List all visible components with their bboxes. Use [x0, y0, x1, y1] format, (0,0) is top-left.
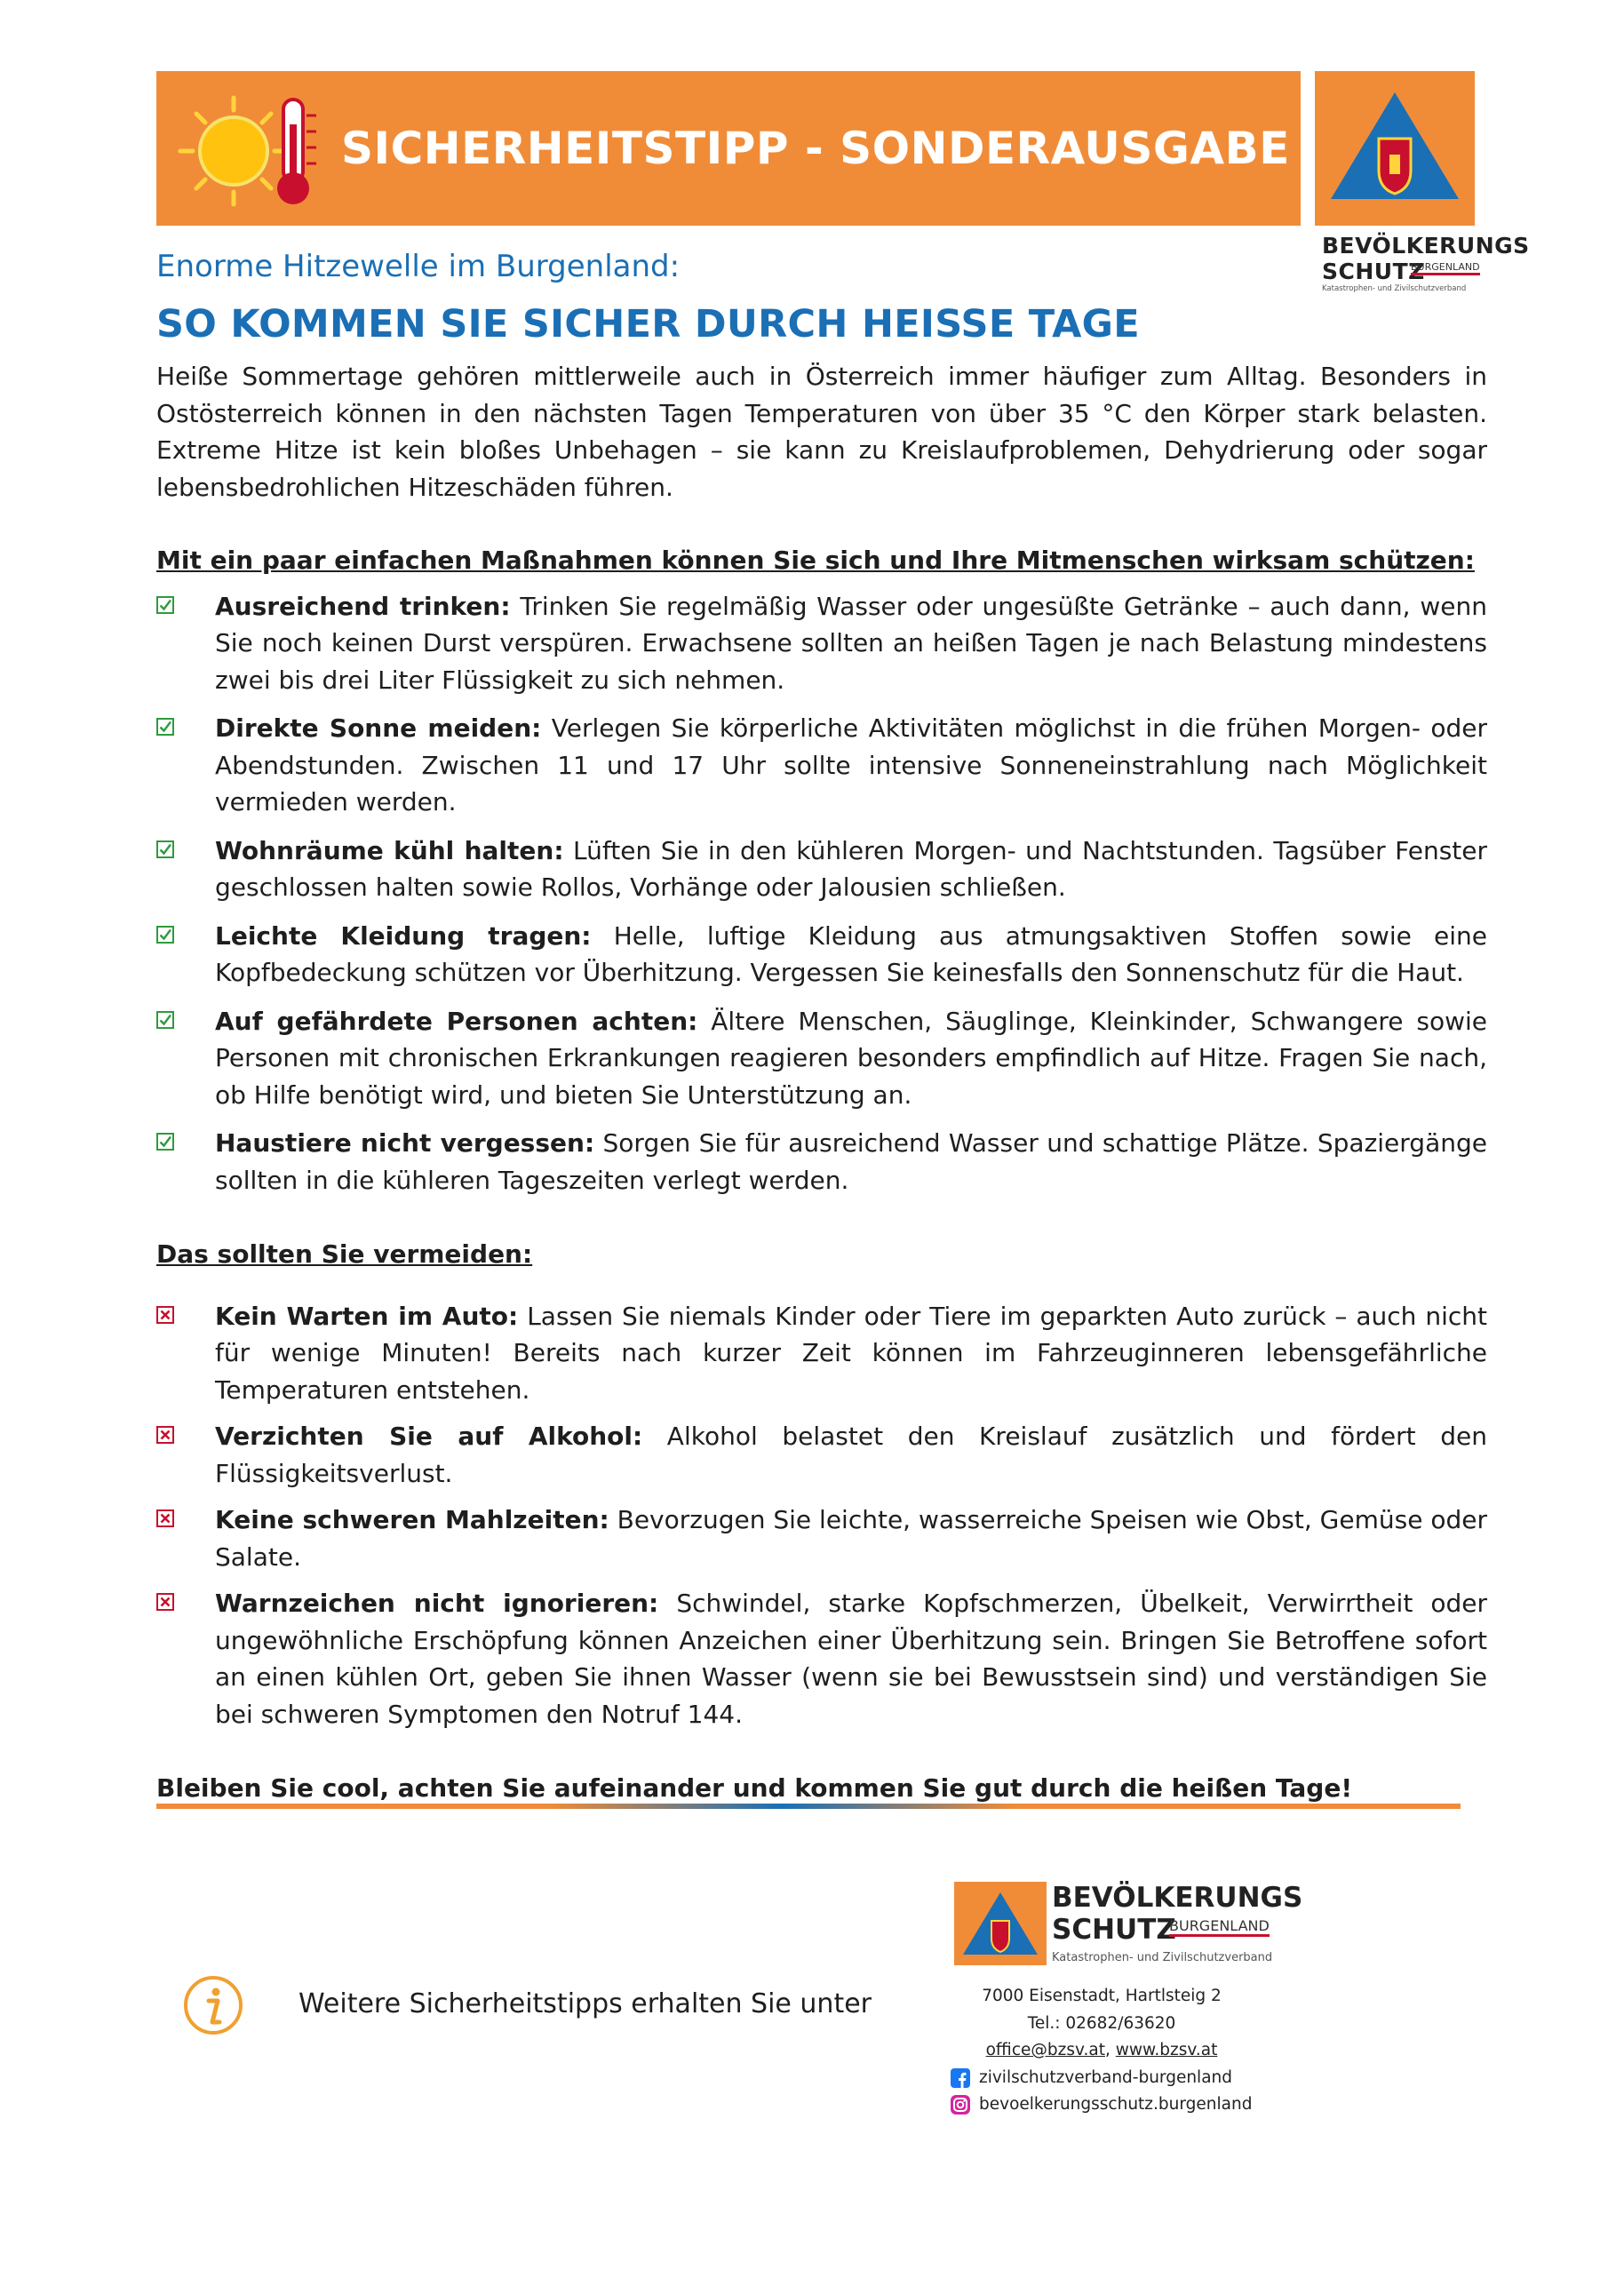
red-cross-icon	[156, 1509, 174, 1527]
header-banner	[156, 71, 1301, 226]
item-text: Schwindel, starke Kopfschmerzen, Übelkeit, Verwirrtheit oder ungewöhnliche Erschöpfung können Anzeichen einer Überhitzung sein. Bringen Sie Betroffene sofort an einen kühlen Ort, geben Sie ihnen Wasser (wenn sie bei Bewusstsein sind) und verständigen Sie bei schweren Symptomen den Notruf 144.	[215, 1589, 1487, 1729]
phone: Tel.: 02682/63620	[1027, 2013, 1176, 2033]
logo-tagline: Katastrophen- und Zivilschutzverband	[1322, 284, 1467, 293]
item-text: Ältere Menschen, Säuglinge, Kleinkinder, Schwangere sowie Personen mit chronischen Erkrankungen reagieren besonders empfindlich auf Hitze. Fragen Sie nach, ob Hilfe benötigt wird, und bieten Sie Unterstützung an.	[215, 1006, 1487, 1110]
item-text: Helle, luftige Kleidung aus atmungsaktiven Stoffen sowie eine Kopfbedeckung schützen vor Überhitzung. Vergessen Sie keinesfalls den Sonnenschutz für die Haut.	[215, 920, 1487, 987]
logo-word-2: SCHUTZ	[1322, 259, 1425, 284]
donts-item	[156, 1298, 1487, 1409]
green-check-icon	[156, 840, 174, 858]
item-title: Auf gefährdete Personen achten:	[215, 1006, 698, 1036]
contact-block	[951, 1983, 1253, 2119]
item-title: Direkte Sonne meiden:	[215, 713, 542, 743]
dos-item	[156, 588, 1487, 699]
logo-region: BURGENLAND	[1411, 261, 1480, 275]
item-title: Ausreichend trinken:	[215, 591, 511, 621]
dos-heading: Mit ein paar einfachen Maßnahmen können Sie sich und Ihre Mitmenschen wirksam schützen:	[156, 546, 1475, 575]
footer-logo-word-2: SCHUTZ	[1052, 1914, 1176, 1946]
dos-item	[156, 1125, 1487, 1199]
footer-divider	[156, 1804, 1461, 1809]
item-text: Sorgen Sie für ausreichend Wasser und schattige Plätze. Spaziergänge sollten in die kühleren Tageszeiten verlegt werden.	[215, 1128, 1487, 1195]
organization-logo	[1315, 71, 1530, 295]
item-title: Warnzeichen nicht ignorieren:	[215, 1589, 659, 1618]
green-check-icon	[156, 718, 174, 736]
dos-item	[156, 918, 1487, 992]
red-cross-icon	[156, 1593, 174, 1611]
email-link[interactable]: office@bzsv.at	[985, 2041, 1105, 2059]
dos-list	[156, 588, 1487, 1199]
item-title: Leichte Kleidung tragen:	[215, 920, 592, 951]
footer-info-text: Weitere Sicherheitstipps erhalten Sie unter	[299, 1988, 872, 2019]
item-title: Haustiere nicht vergessen:	[215, 1128, 595, 1158]
logo-word-1: BEVÖLKERUNGS	[1322, 233, 1530, 259]
address: 7000 Eisenstadt, Hartlsteig 2	[982, 1987, 1222, 2005]
item-text: Trinken Sie regelmäßig Wasser oder ungesüßte Getränke – auch dann, wenn Sie noch keinen Durst verspüren. Erwachsene sollten an heißen Tagen je nach Belastung mindestens zwei bis drei Liter Flüssigkeit zu sich nehmen.	[215, 591, 1487, 695]
red-cross-icon	[156, 1426, 174, 1444]
footer-logo	[954, 1882, 1303, 1979]
contact-separator: ,	[1104, 2041, 1116, 2059]
website-link[interactable]: www.bzsv.at	[1115, 2041, 1218, 2059]
item-title: Kein Warten im Auto:	[215, 1301, 519, 1331]
green-check-icon	[156, 596, 174, 614]
item-title: Verzichten Sie auf Alkohol:	[215, 1422, 643, 1451]
item-text: Bevorzugen Sie leichte, wasserreiche Speisen wie Obst, Gemüse oder Salate.	[215, 1505, 1487, 1572]
green-check-icon	[156, 1133, 174, 1151]
footer-logo-word-1: BEVÖLKERUNGS	[1052, 1882, 1303, 1914]
facebook-handle: zivilschutzverband-burgenland	[979, 2067, 1233, 2087]
item-text: Lassen Sie niemals Kinder oder Tiere im geparkten Auto zurück – auch nicht für wenige Minuten! Bereits nach kurzer Zeit können im Fahrzeuginneren lebensgefährliche Temperaturen entstehen.	[215, 1301, 1487, 1405]
footer-logo-emblem	[954, 1882, 1047, 1965]
dos-item	[156, 710, 1487, 821]
item-title: Wohnräume kühl halten:	[215, 835, 564, 865]
instagram-icon	[951, 2095, 970, 2115]
banner-title: SICHERHEITSTIPP - SONDERAUSGABE	[341, 123, 1290, 174]
instagram-handle: bevoelkerungsschutz.burgenland	[979, 2095, 1253, 2114]
email-web-line	[951, 2037, 1253, 2065]
facebook-icon	[951, 2068, 970, 2088]
footer-logo-region: BURGENLAND	[1169, 1917, 1270, 1937]
closing-statement: Bleiben Sie cool, achten Sie aufeinander und kommen Sie gut durch die heißen Tage!	[156, 1773, 1353, 1803]
dos-item	[156, 1003, 1487, 1114]
dos-item	[156, 832, 1487, 906]
red-cross-icon	[156, 1306, 174, 1324]
item-text: Verlegen Sie körperliche Aktivitäten möglichst in die frühen Morgen- oder Abendstunden. Zwischen 11 und 17 Uhr sollte intensive Sonneneinstrahlung nach Möglichkeit vermieden werden.	[215, 713, 1488, 816]
civil-protection-triangle-icon	[1315, 71, 1475, 226]
info-icon	[182, 1974, 244, 2036]
civil-protection-triangle-icon	[954, 1882, 1047, 1965]
donts-item	[156, 1418, 1487, 1492]
sun-thermometer-icon	[167, 89, 336, 213]
donts-item	[156, 1501, 1487, 1575]
item-title: Keine schweren Mahlzeiten:	[215, 1505, 609, 1534]
donts-heading: Das sollten Sie vermeiden:	[156, 1239, 533, 1269]
logo-emblem	[1315, 71, 1475, 226]
headline: SO KOMMEN SIE SICHER DURCH HEISSE TAGE	[156, 302, 1140, 346]
donts-list	[156, 1298, 1487, 1733]
instagram-line[interactable]	[951, 2091, 1253, 2119]
item-text: Lüften Sie in den kühleren Morgen- und Nachtstunden. Tagsüber Fenster geschlossen halten sowie Rollos, Vorhänge oder Jalousien schließen.	[215, 835, 1487, 902]
subtitle: Enorme Hitzewelle im Burgenland:	[156, 249, 681, 284]
green-check-icon	[156, 1011, 174, 1029]
main-content	[156, 358, 1487, 1807]
intro-paragraph: Heiße Sommertage gehören mittlerweile auch in Österreich immer häufiger zum Alltag. Besonders in Ostösterreich können in den nächsten Tagen Temperaturen von über 35 °C den Körper stark belasten. Extreme Hitze ist kein bloßes Unbehagen – sie kann zu Kreislaufproblemen, Dehydrierung oder sogar lebensbedrohlichen Hitzeschäden führen.	[156, 362, 1487, 502]
green-check-icon	[156, 926, 174, 944]
donts-item	[156, 1585, 1487, 1732]
footer-logo-tagline: Katastrophen- und Zivilschutzverband	[1052, 1951, 1273, 1964]
item-text: Alkohol belastet den Kreislauf zusätzlich und fördert den Flüssigkeitsverlust.	[215, 1422, 1487, 1488]
facebook-line[interactable]	[951, 2065, 1253, 2092]
